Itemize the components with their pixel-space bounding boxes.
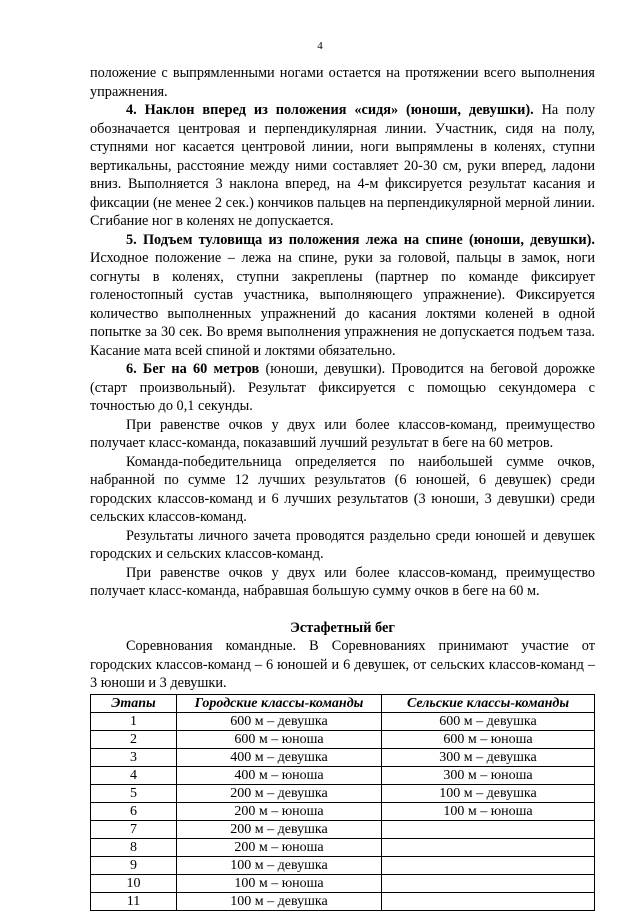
item-heading: 6. Бег на 60 метров: [126, 361, 260, 377]
paragraph-item-4: [90, 101, 595, 231]
column-header: Городские классы-команды: [177, 694, 382, 712]
table-row: [91, 856, 595, 874]
rural-cell: 600 м – юноша: [382, 730, 595, 748]
page-number: 4: [317, 40, 323, 52]
rural-cell: 100 м – девушка: [382, 784, 595, 802]
table-row: [91, 748, 595, 766]
stage-cell: 11: [91, 892, 177, 910]
table-row: [91, 712, 595, 730]
stage-cell: 2: [91, 730, 177, 748]
relay-table: [90, 694, 595, 911]
city-cell: 400 м – девушка: [177, 748, 382, 766]
city-cell: 100 м – девушка: [177, 856, 382, 874]
city-cell: 200 м – юноша: [177, 802, 382, 820]
document-body: [90, 64, 595, 911]
item-heading: 4. Наклон вперед из положения «сидя» (юноши, девушки).: [126, 102, 534, 118]
stage-cell: 9: [91, 856, 177, 874]
stage-cell: 4: [91, 766, 177, 784]
column-header: Сельские классы-команды: [382, 694, 595, 712]
table-row: [91, 766, 595, 784]
rural-cell: 300 м – юноша: [382, 766, 595, 784]
paragraph-text: Исходное положение – лежа на спине, руки за головой, пальцы в замок, ноги согнуты в коленях, ступни закреплены (партнер по команде фиксирует голеностопный сустав участника, выполняющего упражнение). Фиксируется количество выполненных упражнений до касания локтями коленей в одной попытке за 30 сек. Во время выполнения упражнения не допускается подъем таза. Касание мата всей спиной и локтями обязательно.: [90, 250, 595, 359]
city-cell: 100 м – девушка: [177, 892, 382, 910]
paragraph-item-6: [90, 360, 595, 416]
stage-cell: 8: [91, 838, 177, 856]
paragraph-tiebreak-60m: При равенстве очков у двух или более классов-команд, преимущество получает класс-команда, набравшая большую сумму очков в беге на 60 м.: [90, 564, 595, 599]
table-row: [91, 730, 595, 748]
rural-cell: 100 м – юноша: [382, 802, 595, 820]
paragraph-winner: Команда-победительница определяется по наибольшей сумме очков, набранной по сумме 12 лучших результатов (6 юношей, 6 девушек) среди городских классов-команд и 6 лучших результатов (3 юноши, 3 девушки) среди сельских классов-команд.: [90, 453, 595, 525]
paragraph-text: (юноши, девушки). Проводится на беговой дорожке (старт произвольный). Результат фиксируется с помощью секундомера с точностью до 0,1 секунды.: [90, 361, 595, 414]
rural-cell: [382, 820, 595, 838]
rural-cell: [382, 838, 595, 856]
relay-intro: Соревнования командные. В Соревнованиях принимают участие от городских классов-команд – 6 юношей и 6 девушек, от сельских классов-команд – 3 юноши и 3 девушки.: [90, 638, 595, 691]
paragraph-text: На полу обозначается центровая и перпендикулярная линии. Участник, сидя на полу, ступнями ног касается центровой линии, ноги выпрямлены в коленях, ступни вертикальны, расстояние между ними составляет 20-30 см, руки вперед, ладони вниз. Выполняется 3 наклона вперед, на 4-м фиксируется результат касания и фиксации (не менее 2 сек.) кончиков пальцев на перпендикулярной мерной линии. Сгибание ног в коленях не допускается.: [90, 102, 595, 229]
city-cell: 600 м – юноша: [177, 730, 382, 748]
table-row: [91, 820, 595, 838]
paragraph-continuation: [90, 64, 595, 101]
table-row: [91, 874, 595, 892]
paragraph-personal: Результаты личного зачета проводятся раздельно среди юношей и девушек городских и сельских классов-команд.: [90, 527, 595, 562]
table-row: [91, 784, 595, 802]
rural-cell: 300 м – девушка: [382, 748, 595, 766]
city-cell: 100 м – юноша: [177, 874, 382, 892]
city-cell: 200 м – юноша: [177, 838, 382, 856]
table-row: [91, 802, 595, 820]
item-heading: 5. Подъем туловища из положения лежа на спине (юноши, девушки).: [126, 231, 595, 248]
table-header-row: [91, 694, 595, 712]
city-cell: 200 м – девушка: [177, 820, 382, 838]
city-cell: 400 м – юноша: [177, 766, 382, 784]
table-row: [91, 838, 595, 856]
rural-cell: [382, 856, 595, 874]
paragraph-text: положение с выпрямленными ногами остается на протяжении всего выполнения упражнения.: [90, 65, 595, 100]
city-cell: 200 м – девушка: [177, 784, 382, 802]
paragraph-item-5: [90, 231, 595, 361]
city-cell: 600 м – девушка: [177, 712, 382, 730]
stage-cell: 5: [91, 784, 177, 802]
rural-cell: [382, 874, 595, 892]
stage-cell: 6: [91, 802, 177, 820]
stage-cell: 7: [91, 820, 177, 838]
section-heading: Эстафетный бег: [290, 619, 395, 636]
column-header: Этапы: [91, 694, 177, 712]
rural-cell: 600 м – девушка: [382, 712, 595, 730]
stage-cell: 3: [91, 748, 177, 766]
stage-cell: 1: [91, 712, 177, 730]
table-row: [91, 892, 595, 910]
rural-cell: [382, 892, 595, 910]
stage-cell: 10: [91, 874, 177, 892]
paragraph-tiebreak: При равенстве очков у двух или более классов-команд, преимущество получает класс-команда, показавший лучший результат в беге на 60 метров.: [90, 416, 595, 451]
